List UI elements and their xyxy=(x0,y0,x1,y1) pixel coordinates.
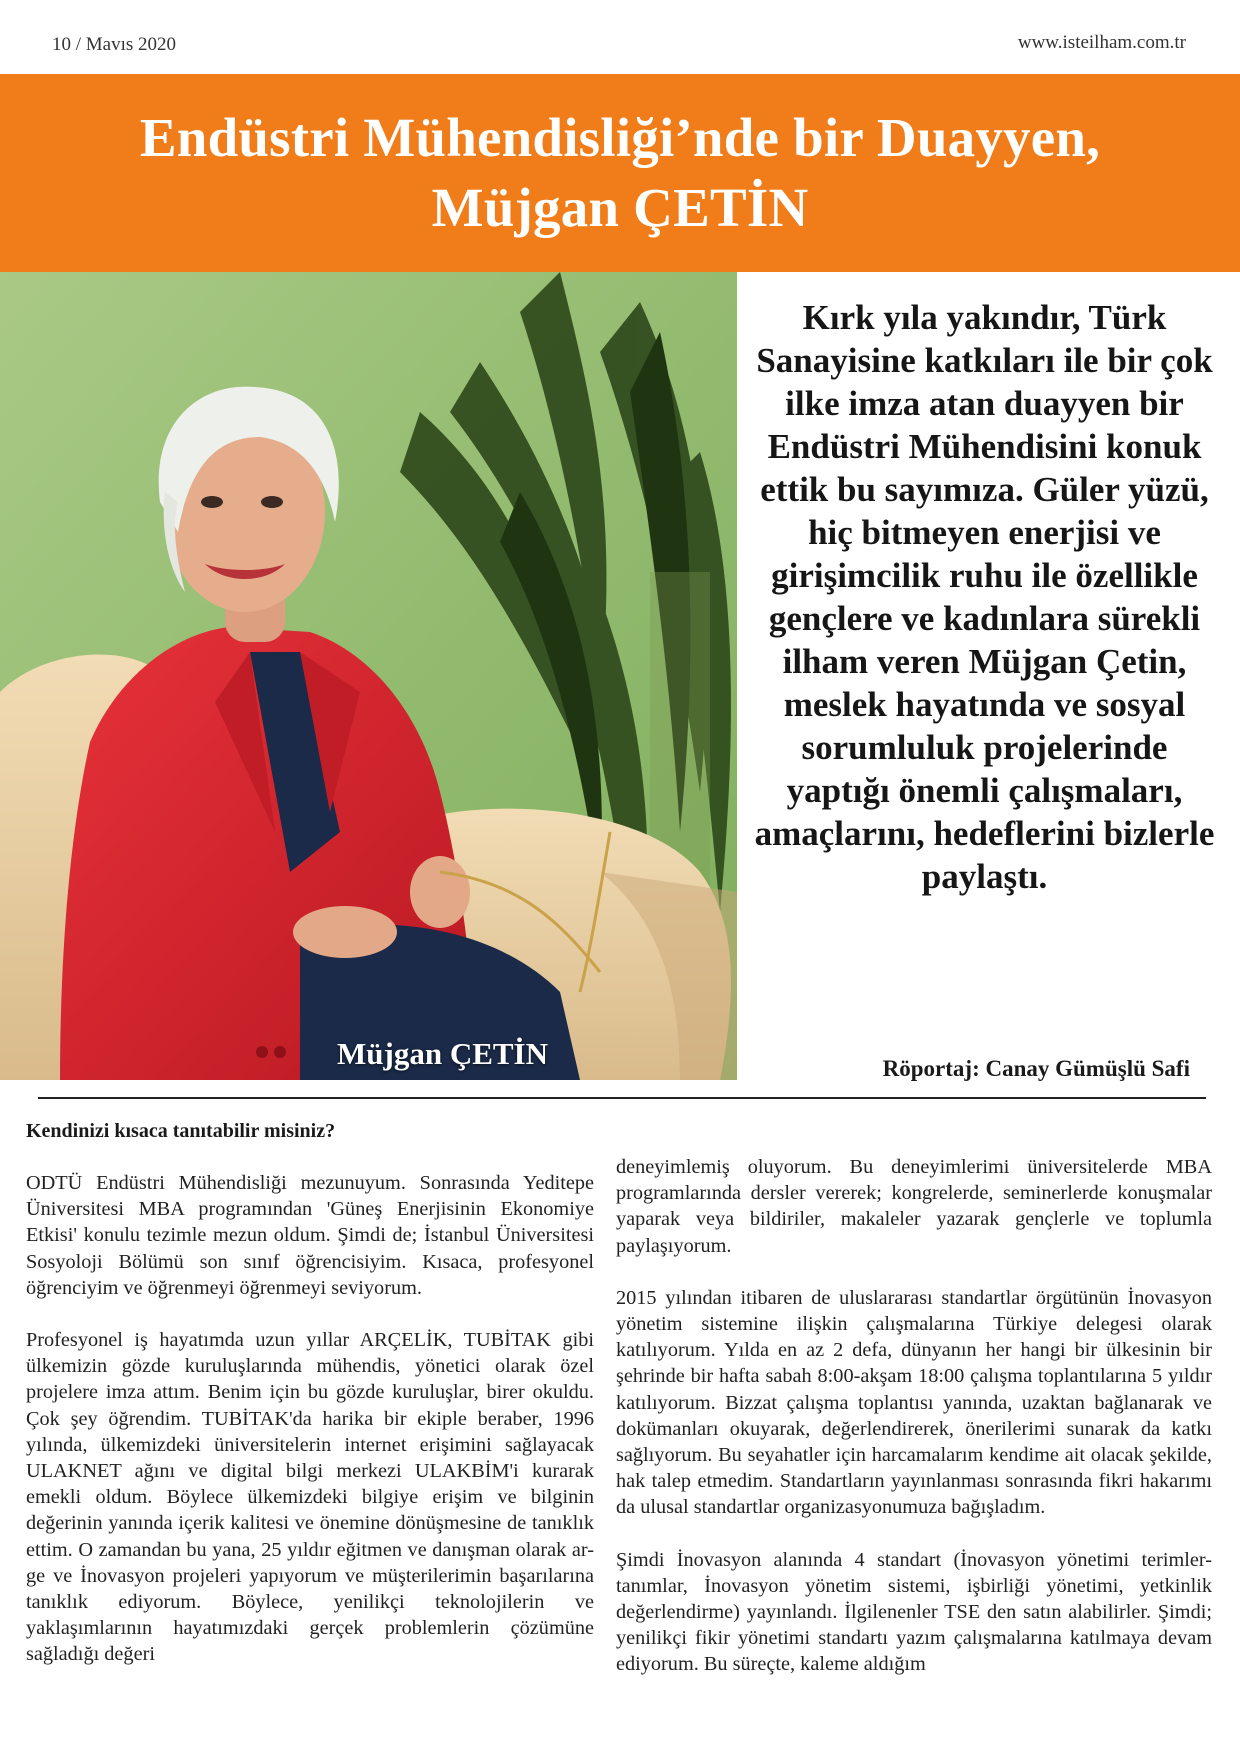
left-column xyxy=(26,1170,594,1694)
intro-paragraph: Kırk yıla yakındır, Türk Sanayisine katkıları ile bir çok ilke imza atan duayyen bir Endüstri Mühendisini konuk ettik bu sayımıza. Güler yüzü, hiç bitmeyen enerjisi ve girişimcilik ruhu ile özellikle gençlere ve kadınlara sürekli ilham veren Müjgan Çetin, meslek hayatında ve sosyal sorumluluk projelerinde yaptığı önemli çalışmaları, amaçlarını, hedeflerini bizlerle paylaştı. xyxy=(754,298,1215,896)
site-url[interactable]: www.isteilham.com.tr xyxy=(1017,32,1186,53)
right-column xyxy=(616,1154,1212,1704)
portrait-photo xyxy=(0,272,737,1080)
page-number: 10 / Mavıs 2020 xyxy=(52,34,177,55)
article-title xyxy=(140,103,1100,243)
left-paragraph-1: ODTÜ Endüstri Mühendisliği mezunuyum. Sonrasında Yeditepe Üniversitesi MBA programından 'Güneş Enerjisinin Ekonomiye Etkisi' konulu tezimle mezun oldum. Şimdi de; İstanbul Üniversitesi Sosyoloji Bölümü son sınıf öğrencisiyim. Kısaca, profesyonel öğrenciyim ve öğrenmeyi öğrenmeyi seviyorum. xyxy=(26,1172,594,1299)
interviewer-credit: Röportaj: Canay Gümüşlü Safi xyxy=(882,1056,1190,1081)
section-divider xyxy=(38,1097,1206,1099)
left-paragraph-2: Profesyonel iş hayatımda uzun yıllar ARÇELİK, TUBİTAK gibi ülkemizin gözde kuruluşlarında mühendis, yönetici olarak özel projelere imza attım. Benim için bu gözde kuruluşlar, birer okuldu. Çok şey öğrendim. TUBİTAK'da harika bir ekiple beraber, 1996 yılında, ülkemizdeki üniversitelerin internet erişimini sağlayacak ULAKNET ağını ve digital bilgi merkezi ULAKBİM'i kurarak emekli oldum. Böylece ülkemizdeki bilgiye erişim ve bilginin değerinin yanında içerik kalitesi ve önemine dönüşmesine de tanıklık ettim. O zamandan bu yana, 25 yıldır eğitmen ve danışman olarak ar-ge ve İnovasyon projeleri yapıyorum ve müşterilerimin başarılarına tanıklık ediyorum. Böylece, yenilikçi teknolojilerin ve yaklaşımlarının hayatımızdaki gerçek problemlerin çözümüne sağladığı değeri xyxy=(26,1329,594,1666)
right-paragraph-3: Şimdi İnovasyon alanında 4 standart (İnovasyon yönetimi terimler-tanımlar, İnovasyon yönetim sistemi, işbirliği yönetimi, yetkinlik değerlendirme) yayınlandı. İlgilenenler TSE den satın alabilirler. Şimdi; yenilikçi fikir yönetimi standartı yazım çalışmalarına katılmaya devam ediyorum. Bu süreçte, kaleme aldığım xyxy=(616,1548,1212,1676)
portrait-illustration xyxy=(0,272,737,1080)
title-banner xyxy=(0,74,1240,272)
right-paragraph-1: deneyimlemiş oluyorum. Bu deneyimlerimi üniversitelerde MBA programlarında dersler vererek; kongrelerde, seminerlerde konuşmalar yaparak veya bildiriler, makaleler yazarak gençlerle ve toplumla paylaşıyorum. xyxy=(616,1156,1212,1257)
interview-question: Kendinizi kısaca tanıtabilir misiniz? xyxy=(26,1120,336,1142)
right-paragraph-2: 2015 yılından itibaren de uluslararası standartlar örgütünün İnovasyon yönetim sistemine ilişkin çalışmalarına Türkiye delegesi olarak katılıyorum. Yılda en az 2 defa, dünyanın her hangi bir ülkesinin bir şehrinde bir hafta sabah 8:00-akşam 18:00 çalışma toplantılarına 5 yıldır katılıyorum. Bizzat çalışma toplantısı yanında, uzaktan bağlanarak ve dokümanları okuyarak, değerlendirerek, önerilerimi sunarak da katkı sağlıyorum. Bu seyahatler için harcamalarım kendime ait olacak şekilde, hak talep etmedim. Standartların yayınlanması sonrasında fikri hakarımı da ulusal standartlar organizasyonumuza bağışladım. xyxy=(616,1286,1212,1519)
title-line-1: Endüstri Mühendisliği’nde bir Duayyen, xyxy=(139,107,1101,168)
photo-caption: Müjgan ÇETİN xyxy=(337,1036,549,1071)
title-line-2: Müjgan ÇETİN xyxy=(431,177,809,238)
